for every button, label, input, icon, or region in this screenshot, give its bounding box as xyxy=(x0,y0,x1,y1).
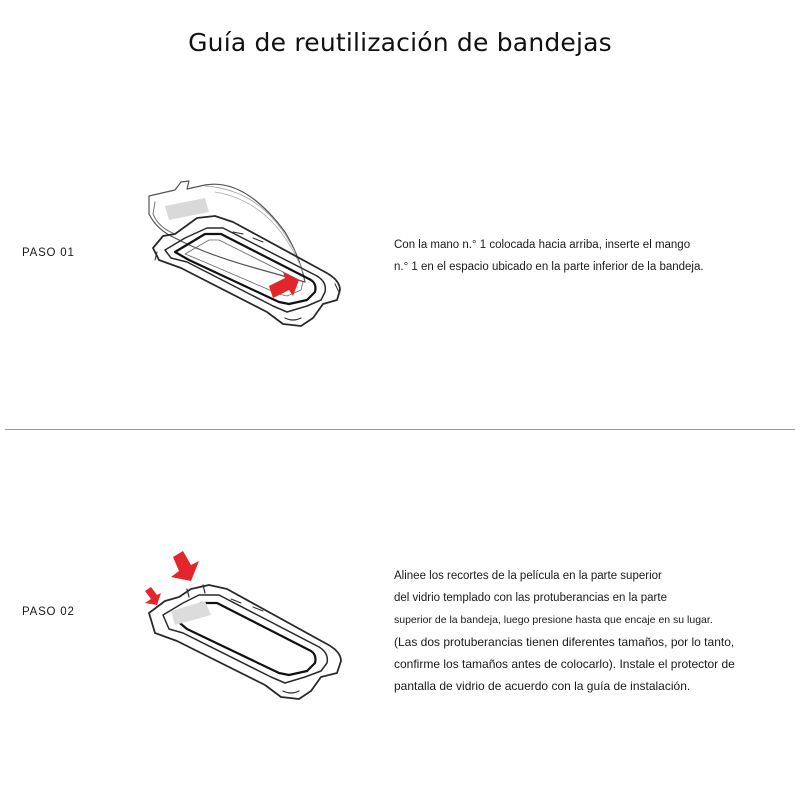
step-2-description xyxy=(394,565,735,697)
tray-press-down-arrows-icon xyxy=(135,545,355,705)
red-arrow-icon xyxy=(145,551,199,605)
step-2-line: del vidrio templado con las protuberancias en la parte xyxy=(394,592,667,604)
step-2-line: (Las dos protuberancias tienen diferentes tamaños, por lo tanto, xyxy=(394,635,735,649)
step-2-line: pantalla de vidrio de acuerdo con la guía de instalación. xyxy=(394,679,691,693)
page-title: Guía de reutilización de bandejas xyxy=(188,28,612,57)
section-divider xyxy=(5,429,795,430)
step-2-line: superior de la bandeja, luego presione hasta que encaje en su lugar. xyxy=(394,614,713,626)
step-1-line: n.° 1 en el espacio ubicado en la parte inferior de la bandeja. xyxy=(394,261,704,273)
step-1-label: PASO 01 xyxy=(22,247,75,259)
step-2-line: confirme los tamaños antes de colocarlo). Instale el protector de xyxy=(394,657,735,671)
step-2-label: PASO 02 xyxy=(22,606,75,618)
step-2-illustration xyxy=(135,545,355,705)
step-1-line: Con la mano n.° 1 colocada hacia arriba, inserte el mango xyxy=(394,239,691,251)
tray-with-film-insert-arrow-icon xyxy=(135,172,355,332)
step-1-description xyxy=(394,234,704,278)
step-2-line: Alinee los recortes de la película en la parte superior xyxy=(394,570,662,582)
step-1-illustration xyxy=(135,172,355,332)
